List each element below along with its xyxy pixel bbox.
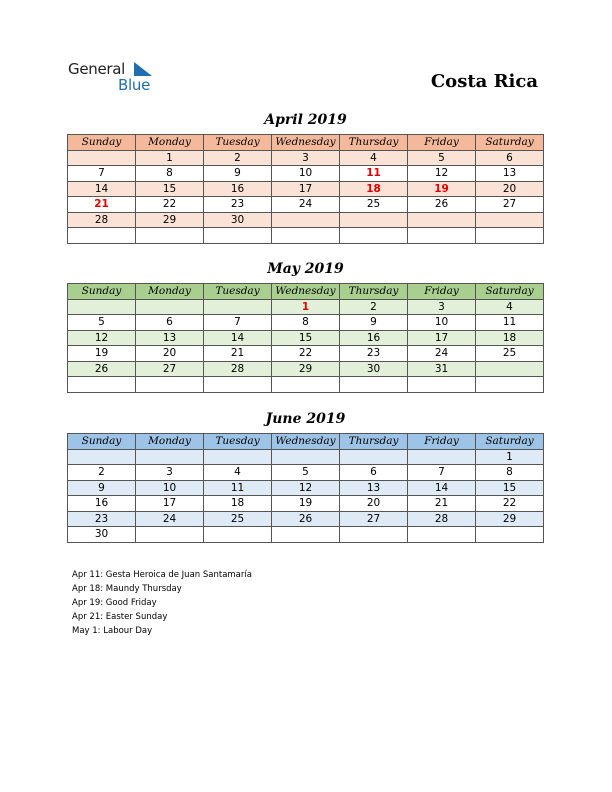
empty-day-cell [272, 449, 340, 465]
day-cell: 27 [340, 511, 408, 527]
empty-day-cell [68, 150, 136, 166]
weekday-header-row [68, 284, 544, 300]
day-cell: 20 [136, 346, 204, 362]
day-cell: 9 [204, 166, 272, 182]
weekday-header: Monday [136, 284, 204, 300]
week-row [68, 181, 544, 197]
calendar-june [67, 433, 544, 543]
weekday-header: Monday [136, 135, 204, 151]
day-cell: 6 [476, 150, 544, 166]
country-title: Costa Rica [430, 71, 538, 92]
day-cell: 25 [340, 197, 408, 213]
day-cell: 23 [68, 511, 136, 527]
empty-day-cell [136, 299, 204, 315]
month-title-april: April 2019 [264, 112, 347, 128]
day-cell: 28 [204, 361, 272, 377]
day-cell: 12 [68, 330, 136, 346]
logo-flag-icon [134, 62, 154, 78]
day-cell: 18 [204, 496, 272, 512]
empty-day-cell [204, 377, 272, 393]
week-row [68, 330, 544, 346]
empty-day-cell [340, 212, 408, 228]
empty-day-cell [476, 361, 544, 377]
week-row [68, 197, 544, 213]
day-cell: 22 [272, 346, 340, 362]
weekday-header: Wednesday [272, 434, 340, 450]
logo-word-blue: Blue [118, 76, 150, 94]
logo [68, 60, 168, 96]
day-cell: 19 [272, 496, 340, 512]
day-cell: 15 [272, 330, 340, 346]
weekday-header: Friday [408, 284, 476, 300]
holiday-notes [72, 568, 252, 638]
empty-day-cell [476, 527, 544, 543]
empty-day-cell [136, 228, 204, 244]
day-cell: 27 [476, 197, 544, 213]
weekday-header: Thursday [340, 284, 408, 300]
empty-day-cell [476, 377, 544, 393]
weekday-header: Friday [408, 135, 476, 151]
day-cell: 10 [272, 166, 340, 182]
day-cell: 5 [408, 150, 476, 166]
day-cell: 9 [68, 480, 136, 496]
weekday-header: Saturday [476, 135, 544, 151]
week-row [68, 299, 544, 315]
weekday-header: Tuesday [204, 284, 272, 300]
empty-day-cell [408, 449, 476, 465]
empty-day-cell [408, 212, 476, 228]
day-cell: 26 [272, 511, 340, 527]
empty-day-cell [476, 212, 544, 228]
weekday-header: Tuesday [204, 434, 272, 450]
day-cell: 2 [204, 150, 272, 166]
day-cell: 29 [136, 212, 204, 228]
day-cell: 10 [136, 480, 204, 496]
day-cell: 17 [408, 330, 476, 346]
day-cell: 22 [136, 197, 204, 213]
week-row [68, 150, 544, 166]
week-row [68, 527, 544, 543]
day-cell: 13 [340, 480, 408, 496]
day-cell: 16 [340, 330, 408, 346]
day-cell: 5 [272, 465, 340, 481]
day-cell: 28 [68, 212, 136, 228]
logo-word-general: General [68, 60, 126, 78]
day-cell: 30 [68, 527, 136, 543]
day-cell: 15 [136, 181, 204, 197]
day-cell: 13 [136, 330, 204, 346]
day-cell: 3 [272, 150, 340, 166]
week-row [68, 496, 544, 512]
day-cell: 17 [136, 496, 204, 512]
empty-day-cell [68, 228, 136, 244]
holiday-note: May 1: Labour Day [72, 626, 153, 636]
day-cell: 5 [68, 315, 136, 331]
empty-day-cell [204, 449, 272, 465]
day-cell: 17 [272, 181, 340, 197]
day-cell: 14 [68, 181, 136, 197]
weekday-header-row [68, 434, 544, 450]
day-cell: 24 [136, 511, 204, 527]
weekday-header: Wednesday [272, 135, 340, 151]
day-cell: 4 [476, 299, 544, 315]
weekday-header-row [68, 135, 544, 151]
empty-day-cell [340, 449, 408, 465]
day-cell: 1 [136, 150, 204, 166]
day-cell: 21 [408, 496, 476, 512]
day-cell: 24 [272, 197, 340, 213]
day-cell: 20 [476, 181, 544, 197]
weekday-header: Sunday [68, 434, 136, 450]
day-cell: 12 [408, 166, 476, 182]
day-cell: 21 [204, 346, 272, 362]
day-cell: 27 [136, 361, 204, 377]
weekday-header: Sunday [68, 135, 136, 151]
empty-day-cell [476, 228, 544, 244]
weekday-header: Wednesday [272, 284, 340, 300]
day-cell: 30 [204, 212, 272, 228]
day-cell: 8 [272, 315, 340, 331]
weekday-header: Thursday [340, 135, 408, 151]
empty-day-cell [204, 228, 272, 244]
day-cell: 7 [204, 315, 272, 331]
day-cell: 29 [272, 361, 340, 377]
day-cell: 20 [340, 496, 408, 512]
empty-day-cell [272, 212, 340, 228]
empty-day-cell [204, 299, 272, 315]
holiday-note: Apr 11: Gesta Heroica de Juan Santamaría [72, 570, 252, 580]
empty-day-cell [68, 377, 136, 393]
day-cell: 26 [68, 361, 136, 377]
calendar-april [67, 134, 544, 244]
day-cell: 2 [340, 299, 408, 315]
empty-day-cell [408, 377, 476, 393]
empty-day-cell [340, 228, 408, 244]
day-cell: 28 [408, 511, 476, 527]
day-cell: 13 [476, 166, 544, 182]
empty-day-cell [272, 527, 340, 543]
empty-day-cell [136, 449, 204, 465]
weekday-header: Sunday [68, 284, 136, 300]
day-cell: 31 [408, 361, 476, 377]
day-cell: 4 [204, 465, 272, 481]
day-cell: 15 [476, 480, 544, 496]
day-cell: 22 [476, 496, 544, 512]
day-cell: 25 [476, 346, 544, 362]
calendar-may [67, 283, 544, 393]
day-cell: 6 [136, 315, 204, 331]
empty-day-cell [68, 299, 136, 315]
week-row [68, 449, 544, 465]
month-title-may: May 2019 [267, 261, 344, 277]
weekday-header: Thursday [340, 434, 408, 450]
empty-day-cell [68, 449, 136, 465]
week-row [68, 228, 544, 244]
day-cell: 19 [68, 346, 136, 362]
day-cell: 7 [68, 166, 136, 182]
day-cell: 26 [408, 197, 476, 213]
day-cell: 23 [340, 346, 408, 362]
empty-day-cell [136, 527, 204, 543]
weekday-header: Saturday [476, 434, 544, 450]
day-cell: 8 [476, 465, 544, 481]
day-cell: 23 [204, 197, 272, 213]
week-row [68, 315, 544, 331]
day-cell: 16 [68, 496, 136, 512]
empty-day-cell [272, 228, 340, 244]
month-title-june: June 2019 [265, 411, 346, 427]
week-row [68, 480, 544, 496]
week-row [68, 361, 544, 377]
day-cell: 24 [408, 346, 476, 362]
empty-day-cell [204, 527, 272, 543]
holiday-note: Apr 19: Good Friday [72, 598, 157, 608]
week-row [68, 212, 544, 228]
day-cell: 6 [340, 465, 408, 481]
week-row [68, 166, 544, 182]
day-cell: 21 [68, 197, 136, 213]
empty-day-cell [340, 377, 408, 393]
day-cell: 7 [408, 465, 476, 481]
day-cell: 12 [272, 480, 340, 496]
day-cell: 10 [408, 315, 476, 331]
holiday-note: Apr 21: Easter Sunday [72, 612, 168, 622]
weekday-header: Monday [136, 434, 204, 450]
day-cell: 14 [408, 480, 476, 496]
day-cell: 19 [408, 181, 476, 197]
day-cell: 3 [136, 465, 204, 481]
day-cell: 25 [204, 511, 272, 527]
day-cell: 18 [476, 330, 544, 346]
day-cell: 3 [408, 299, 476, 315]
empty-day-cell [408, 228, 476, 244]
day-cell: 11 [204, 480, 272, 496]
week-row [68, 377, 544, 393]
day-cell: 9 [340, 315, 408, 331]
day-cell: 30 [340, 361, 408, 377]
day-cell: 1 [476, 449, 544, 465]
weekday-header: Tuesday [204, 135, 272, 151]
day-cell: 2 [68, 465, 136, 481]
day-cell: 8 [136, 166, 204, 182]
day-cell: 16 [204, 181, 272, 197]
holiday-note: Apr 18: Maundy Thursday [72, 584, 182, 594]
day-cell: 14 [204, 330, 272, 346]
week-row [68, 465, 544, 481]
week-row [68, 346, 544, 362]
empty-day-cell [136, 377, 204, 393]
day-cell: 11 [340, 166, 408, 182]
weekday-header: Saturday [476, 284, 544, 300]
empty-day-cell [272, 377, 340, 393]
day-cell: 4 [340, 150, 408, 166]
day-cell: 11 [476, 315, 544, 331]
week-row [68, 511, 544, 527]
day-cell: 29 [476, 511, 544, 527]
empty-day-cell [340, 527, 408, 543]
day-cell: 18 [340, 181, 408, 197]
empty-day-cell [408, 527, 476, 543]
weekday-header: Friday [408, 434, 476, 450]
day-cell: 1 [272, 299, 340, 315]
